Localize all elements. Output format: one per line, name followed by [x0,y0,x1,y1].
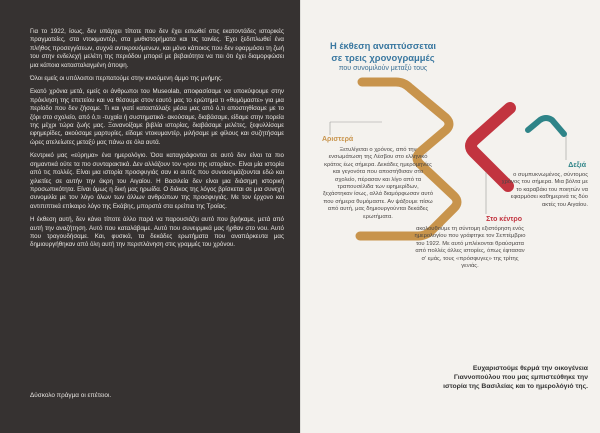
headline-line-2: σε τρεις χρονογραμμές [331,52,435,63]
paragraph-1: Για το 1922, ίσως, δεν υπάρχει τίποτε που δεν έχει ειπωθεί στις εκατοντάδες ιστορικές πραγματείες, στα ντοκιμαντέρ, στα μυθιστορήματα και τις ταινίες. Έχει ξεδιπλωθεί ένα πλήθος προσεγγίσεων, συχνά αντικρουόμενων, και μόνο κάποιος που δεν εφαρμόσει τη ζωή του στην ενδελεχή μελέτη της περιόδου μπορεί με βεβαιότητα να πει ότι έχει διαμορφώσει μια κάποια κατασταλαγμένη άποψη. [30,28,284,69]
paragraph-3: Εκατό χρόνια μετά, εμείς οι άνθρωποι του Museolab, αποφασίσαμε να υποκύψουμε στην πρόκληση της επετείου και να θέσουμε στον εαυτό μας το ερώτημα τι «θυμόμαστε» για μια περίοδο που δεν ζήσαμε. Τι και γιατί καταστάλαξε μέσα μας από ό,τι αποστηθίσαμε με το ζόρι στο σχολείο, από ό,τι -τυχαία ή συστηματικά- ακούσαμε, διαβάσαμε, είδαμε στην πορεία της μέχρι τώρα ζωής μας. Ξανανοίξαμε βιβλία ιστορίας, διαβάσαμε μελέτες, ξεφυλλίσαμε εφημερίδες, ακούσαμε μαρτυρίες, είδαμε ντοκυμαντέρ, μιλήσαμε με φίλους και συζητήσαμε ώρες ατελείωτες μεταξύ μας πάνω σε όλα αυτά. [30,88,284,146]
right-section-title: Δεξιά [568,162,586,169]
right-timeline-shape [528,118,564,134]
paragraph-2: Όλοι εμείς οι υπόλοιποι περπατούμε στην κινούμενη άμμο της μνήμης. [30,75,223,83]
headline-subtitle: που συνομιλούν μεταξύ τους [338,65,428,72]
headline-line-1: Η έκθεση αναπτύσσεται [329,40,437,51]
left-section-title: Αριστερά [322,136,354,143]
center-section-title: Στο κέντρο [486,216,522,223]
headline-block [313,40,453,74]
paragraph-5: Η έκθεση αυτή, δεν κάνει τίποτε άλλο παρά να παρουσιάζει αυτό που βρήκαμε, μετά από αυτή την αναζήτηση. Αυτό που καταλάβαμε. Αυτό που συνειρμικά μας ήρθαν στο νου. Αυτό που τραγουδήσαμε. Και, φυσικά, τα δεκάδες ερωτήματα που αναπάρκευτα μας δημιουργήθηκαν από όλη αυτή την περιπλάνηση στις γραμμές του χρόνου. [30,216,284,249]
left-section-body: Ξετυλίγεται ο χρόνος, από την ενσωμάτωση της Λέσβου στο ελληνικό κράτος έως σήμερα. Δεκάδες ημερομηνίες και γεγονότα που αποστήθισαν στο σχολείο, πέρασαν και λίγο από τα τραπουσέλιδα των εφημερίδων, ξεχάστηκαν ίσως, αλλά διαμόρφωσαν αυτό που σήμερα θυμόμαστε. Αν ψάξουμε πίσω από αυτή, μας δημιουργούνται δεκάδες ερωτήματα. [322,147,434,220]
closing-line: Δύσκολο πράγμα οι επέτειοι. [30,392,112,399]
paragraph-4: Κεντρικό μας «εύρημα» ένα ημερολόγιο. Όσα καταγράφονται σε αυτό δεν είναι τα πιο σημαντικά ούτε τα πιο συνταρακτικά. Δεν αλλάζουν τον «ρου της ιστορίας». Είναι μία ιστορία από τις πολλές. Είναι μια ιστορία προσφυγιάς σαν κι αυτές που συνουσιμάζουνται εδώ και χιλιετίες σε αυτήν την άκρη του Αιγαίου. Η Βασιλεία δεν είναι μια διάσημη ιστορική προσωπικότητα. Είναι όμως η δική μας ηρωίδα. Ο διάκος της λόγος βρίσκεται σε μια συνεχή συνομιλία με τον λόγο όλων των άλλων ανθρώπων της προσφυγιάς. Με τον έρχονο και αντιπιπτικά επίκαιρο λόγο της Εκάβης, μπορστά στα ερείπια της Τροίας. [30,152,284,210]
thanks-note: Ευχαριστούμε θερμά την οικογένεια Γιαννοπούλου που μας εμπιστεύθηκε την ιστορία της Βασιλείας και το ημερολόγιό της. [443,365,588,390]
center-section-body: ακολουθούμε τη σύντομη εξιστόρηση ενός ημερολογίου που γράφτηκε τον Σεπτέμβριο του 1922. Με αυτό μπλέκονται θραύσματα από πολλές άλλες ιστορίες, όπως έφτασαν σ' εμάς, τους «πρόσφυγες» της τρίτης γενιάς. [414,226,526,270]
right-section-body: ο συμπυκνωμένος, σύντομος χρόνος του σήμερα. Μια βόλτα με το καραβάκι του ποιητών να εφαρμόσει καθημερινά τις δύο ακτές του Αιγαίου. [501,172,588,208]
